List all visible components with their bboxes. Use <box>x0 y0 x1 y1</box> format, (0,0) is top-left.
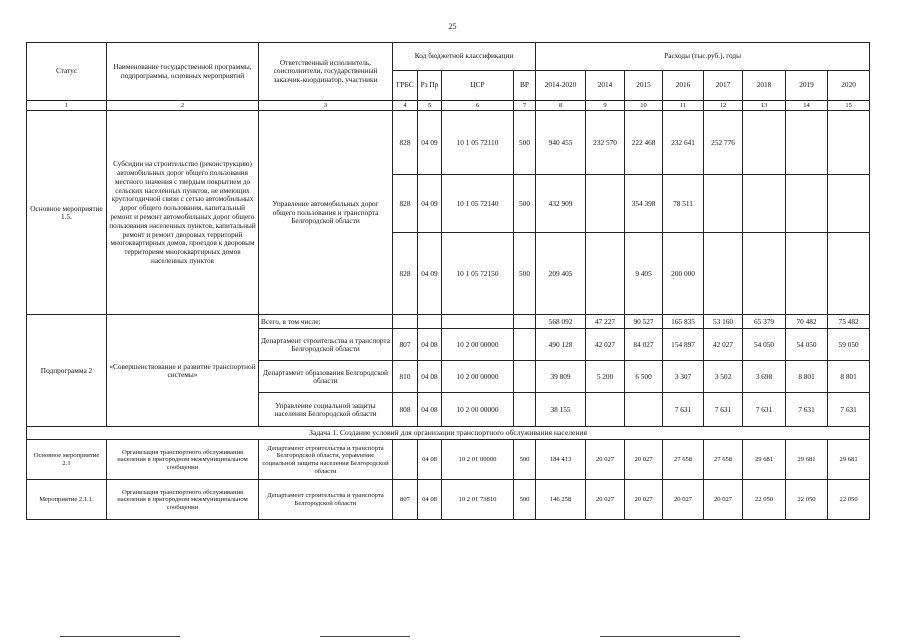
csr-cell: 10 2 01 00000 <box>442 440 514 480</box>
value-cell <box>786 175 828 233</box>
total-cell: 90 527 <box>625 315 663 329</box>
col-number: 15 <box>828 101 870 111</box>
value-cell <box>828 233 870 315</box>
value-cell: 3 698 <box>743 361 786 393</box>
rzpr-cell: 04 09 <box>418 233 442 315</box>
measure-15-executor: Управление автомобильных дорог общего пользования и транспорта Белгородской области <box>259 111 393 315</box>
grbs-cell: 828 <box>393 111 418 175</box>
value-cell: 8 801 <box>828 361 870 393</box>
table-row <box>27 440 870 480</box>
value-cell: 38 155 <box>536 393 586 427</box>
value-cell: 232 570 <box>586 111 625 175</box>
value-cell: 20 027 <box>663 480 704 520</box>
value-cell <box>743 175 786 233</box>
vr-cell <box>514 393 536 427</box>
measure-211-executor: Департамент строительства и транспорта Белгородской области <box>259 480 393 520</box>
col-number: 10 <box>625 101 663 111</box>
value-cell <box>786 111 828 175</box>
scan-artifact-line <box>320 636 410 637</box>
vr-cell: 500 <box>514 440 536 480</box>
value-cell: 22 050 <box>828 480 870 520</box>
grbs-cell: 808 <box>393 393 418 427</box>
value-cell: 940 455 <box>536 111 586 175</box>
value-cell: 354 398 <box>625 175 663 233</box>
measure-15-name: Субсидии на строительство (реконструкцию) автомобильных дорог общего пользования местного значения с твердым покрытием до сельских населенных пунктов, не имеющих круглогодичной связи с сетью автомобильных дорог общего пользования, капитальный ремонт и ремонт автомобильных дорог общего пользования населенных пунктов, капитальный ремонт и ремонт дворовых территорий многоквартирных домов, проездов к дворовым территориям многоквартирных домов населенных пунктов <box>107 111 259 315</box>
col-number: 2 <box>107 101 259 111</box>
header-status: Статус <box>27 43 107 101</box>
executor-cell: Департамент строительства и транспорта Белгородской области <box>259 329 393 361</box>
value-cell: 29 681 <box>828 440 870 480</box>
value-cell: 252 776 <box>704 111 743 175</box>
header-name: Наименование государственной программы, подпрограммы, основных мероприятий <box>107 43 259 101</box>
task-1-title: Задача 1. Создание условий для организации транспортного обслуживания населения <box>27 427 870 440</box>
value-cell: 27 658 <box>704 440 743 480</box>
header-vr: ВР <box>514 71 536 101</box>
csr-cell: 10 1 05 72110 <box>442 111 514 175</box>
header-year: 2017 <box>704 71 743 101</box>
value-cell: 59 050 <box>828 329 870 361</box>
value-cell: 54 050 <box>743 329 786 361</box>
column-number-row <box>27 101 870 111</box>
value-cell: 432 909 <box>536 175 586 233</box>
col-number: 12 <box>704 101 743 111</box>
value-cell <box>828 175 870 233</box>
value-cell: 84 027 <box>625 329 663 361</box>
value-cell: 9 405 <box>625 233 663 315</box>
vr-cell: 500 <box>514 111 536 175</box>
value-cell: 27 658 <box>663 440 704 480</box>
value-cell: 7 631 <box>786 393 828 427</box>
value-cell: 146 258 <box>536 480 586 520</box>
value-cell: 7 631 <box>828 393 870 427</box>
col-number: 6 <box>442 101 514 111</box>
scan-artifact-line <box>600 636 740 637</box>
table-row <box>27 480 870 520</box>
value-cell: 7 631 <box>704 393 743 427</box>
measure-21-name: Организация транспортного обслуживания населения в пригородном межмуниципальном сообщении <box>107 440 259 480</box>
header-rzpr: Рз Пр <box>418 71 442 101</box>
budget-table <box>26 42 870 520</box>
header-year: 2020 <box>828 71 870 101</box>
vr-cell: 500 <box>514 233 536 315</box>
col-number: 14 <box>786 101 828 111</box>
grbs-cell: 810 <box>393 361 418 393</box>
csr-cell: 10 2 00 00000 <box>442 393 514 427</box>
col-number: 13 <box>743 101 786 111</box>
grbs-cell: 807 <box>393 329 418 361</box>
total-cell: 53 160 <box>704 315 743 329</box>
total-cell: 75 482 <box>828 315 870 329</box>
value-cell: 20 027 <box>586 480 625 520</box>
header-expenses: Расходы (тыс.руб.), годы <box>536 43 870 71</box>
value-cell: 20 027 <box>625 440 663 480</box>
value-cell: 42 027 <box>586 329 625 361</box>
value-cell: 232 641 <box>663 111 704 175</box>
header-year: 2019 <box>786 71 828 101</box>
value-cell <box>786 233 828 315</box>
header-year: 2016 <box>663 71 704 101</box>
rzpr-cell: 04 08 <box>418 440 442 480</box>
value-cell <box>828 111 870 175</box>
header-year: 2014 <box>586 71 625 101</box>
value-cell: 200 000 <box>663 233 704 315</box>
executor-cell: Управление социальной защиты населения Белгородской области <box>259 393 393 427</box>
csr-cell: 10 2 00 00000 <box>442 329 514 361</box>
value-cell <box>704 175 743 233</box>
subprogram-2-name: «Совершенствование и развитие транспортной системы» <box>107 315 259 427</box>
subprogram-2-total-label: Всего, в том числе: <box>259 315 393 329</box>
measure-211-name: Организация транспортного обслуживания населения в пригородном межмуниципальном сообщении <box>107 480 259 520</box>
value-cell: 20 027 <box>704 480 743 520</box>
col-number: 11 <box>663 101 704 111</box>
vr-cell <box>514 329 536 361</box>
rzpr-cell: 04 08 <box>418 480 442 520</box>
value-cell <box>704 233 743 315</box>
grbs-cell: 807 <box>393 480 418 520</box>
header-csr: ЦСР <box>442 71 514 101</box>
grbs-cell: 828 <box>393 233 418 315</box>
value-cell: 22 050 <box>743 480 786 520</box>
value-cell: 154 897 <box>663 329 704 361</box>
col-number: 4 <box>393 101 418 111</box>
rzpr-cell: 04 08 <box>418 329 442 361</box>
value-cell: 20 027 <box>586 440 625 480</box>
rzpr-cell: 04 09 <box>418 111 442 175</box>
scan-artifact-line <box>60 636 180 637</box>
header-executor: Ответственный исполнитель, соисполнители, государственный заказчик-координатор, участники <box>259 43 393 101</box>
value-cell: 184 413 <box>536 440 586 480</box>
header-year: 2014-2020 <box>536 71 586 101</box>
value-cell <box>586 175 625 233</box>
col-number: 8 <box>536 101 586 111</box>
value-cell: 22 050 <box>786 480 828 520</box>
measure-15-status: Основное мероприятие 1.5. <box>27 111 107 315</box>
value-cell: 42 027 <box>704 329 743 361</box>
total-cell: 70 482 <box>786 315 828 329</box>
page-number: 25 <box>448 22 457 31</box>
rzpr-cell: 04 09 <box>418 175 442 233</box>
total-cell: 568 092 <box>536 315 586 329</box>
header-grbs: ГРБС <box>393 71 418 101</box>
value-cell: 29 681 <box>743 440 786 480</box>
value-cell <box>743 233 786 315</box>
value-cell: 20 027 <box>625 480 663 520</box>
total-cell: 47 227 <box>586 315 625 329</box>
header-year: 2018 <box>743 71 786 101</box>
vr-cell: 500 <box>514 480 536 520</box>
csr-cell: 10 1 05 72140 <box>442 175 514 233</box>
total-cell: 165 835 <box>663 315 704 329</box>
table-row <box>27 315 870 329</box>
rzpr-cell: 04 08 <box>418 393 442 427</box>
vr-cell: 500 <box>514 175 536 233</box>
total-cell: 65 379 <box>743 315 786 329</box>
col-number: 1 <box>27 101 107 111</box>
measure-21-status: Основное мероприятие 2.1 <box>27 440 107 480</box>
value-cell: 5 200 <box>586 361 625 393</box>
value-cell: 6 500 <box>625 361 663 393</box>
table-row <box>27 111 870 175</box>
value-cell: 39 809 <box>536 361 586 393</box>
col-number: 7 <box>514 101 536 111</box>
subprogram-2-status: Подпрограмма 2 <box>27 315 107 427</box>
value-cell: 209 405 <box>536 233 586 315</box>
value-cell <box>586 233 625 315</box>
value-cell: 3 502 <box>704 361 743 393</box>
measure-21-executor: Департамент строительства и транспорта Белгородской области, управление социальной защиты населения Белгородской области <box>259 440 393 480</box>
value-cell: 8 801 <box>786 361 828 393</box>
csr-cell: 10 2 00 00000 <box>442 361 514 393</box>
value-cell <box>625 393 663 427</box>
value-cell: 490 128 <box>536 329 586 361</box>
value-cell: 29 681 <box>786 440 828 480</box>
measure-211-status: Мероприятие 2.1.1. <box>27 480 107 520</box>
value-cell: 7 631 <box>743 393 786 427</box>
rzpr-cell: 04 08 <box>418 361 442 393</box>
csr-cell: 10 2 01 73810 <box>442 480 514 520</box>
col-number: 5 <box>418 101 442 111</box>
task-row <box>27 427 870 440</box>
grbs-cell: 828 <box>393 175 418 233</box>
value-cell: 78 511 <box>663 175 704 233</box>
value-cell: 7 631 <box>663 393 704 427</box>
header-budget-code: Код бюджетной классификации <box>393 43 536 71</box>
value-cell: 222 468 <box>625 111 663 175</box>
vr-cell <box>514 361 536 393</box>
executor-cell: Департамент образования Белгородской области <box>259 361 393 393</box>
value-cell: 54 050 <box>786 329 828 361</box>
col-number: 3 <box>259 101 393 111</box>
grbs-cell <box>393 440 418 480</box>
header-year: 2015 <box>625 71 663 101</box>
value-cell: 3 307 <box>663 361 704 393</box>
value-cell <box>743 111 786 175</box>
col-number: 9 <box>586 101 625 111</box>
csr-cell: 10 1 05 72150 <box>442 233 514 315</box>
value-cell <box>586 393 625 427</box>
